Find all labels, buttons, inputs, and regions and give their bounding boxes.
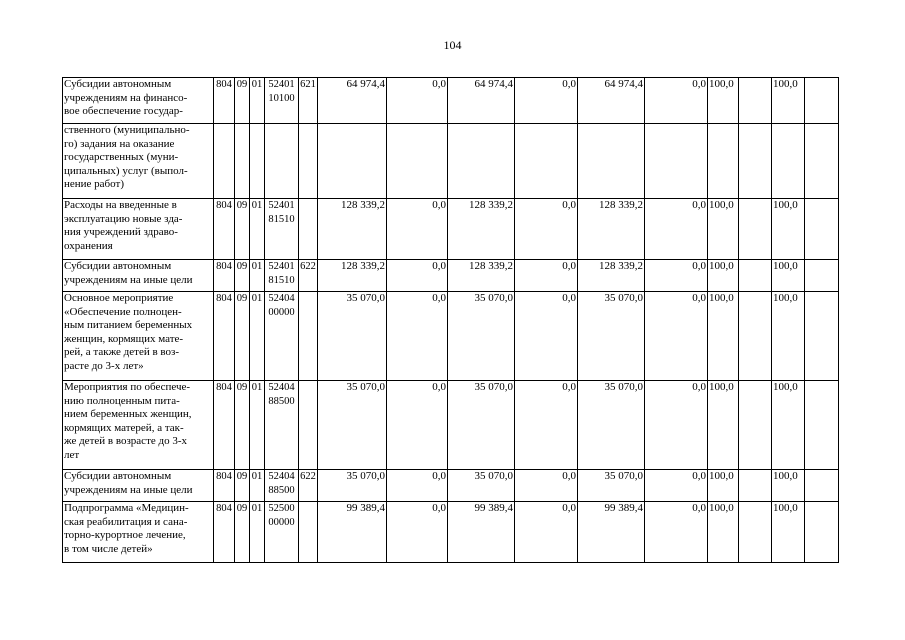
table-row <box>63 260 839 292</box>
text-line: вое обеспечение государ- <box>64 105 183 118</box>
expense-kind-code <box>299 381 318 470</box>
amount-federal: 0,0 <box>515 260 578 292</box>
text-line: кормящих матерей, а так- <box>64 421 184 434</box>
amount-executed-federal: 0,0 <box>645 292 708 381</box>
percent-executed-total: 100,0 <box>772 260 805 292</box>
section-code: 09 <box>235 292 250 381</box>
amount-total: 35 070,0 <box>448 470 515 502</box>
amount-federal: 0,0 <box>515 502 578 563</box>
target-code <box>265 470 299 502</box>
table-row <box>63 470 839 502</box>
text-line: государственных (муни- <box>64 151 179 164</box>
amount-federal <box>515 124 578 199</box>
empty-cell <box>739 199 772 260</box>
text-line: ципальных) услуг (выпол- <box>64 164 188 177</box>
amount-executed: 128 339,2 <box>578 199 645 260</box>
empty-cell <box>805 470 839 502</box>
target-code <box>265 292 299 381</box>
subsection-code: 01 <box>250 470 265 502</box>
amount-executed: 35 070,0 <box>578 381 645 470</box>
admin-code: 804 <box>214 78 235 124</box>
amount-plan: 99 389,4 <box>318 502 387 563</box>
admin-code: 804 <box>214 470 235 502</box>
amount-total: 128 339,2 <box>448 260 515 292</box>
percent-executed: 100,0 <box>708 78 739 124</box>
table-row <box>63 381 839 470</box>
text-line: учреждениям на иные цели <box>64 483 193 496</box>
text-line: Субсидии автономным <box>64 78 172 90</box>
text-line: 52404 <box>268 293 295 304</box>
text-line: нием беременных женщин, <box>64 408 192 421</box>
amount-plan: 128 339,2 <box>318 199 387 260</box>
amount-executed: 35 070,0 <box>578 292 645 381</box>
percent-executed-total: 100,0 <box>772 292 805 381</box>
text-line: 88500 <box>268 395 295 407</box>
target-code <box>265 199 299 260</box>
empty-cell <box>739 78 772 124</box>
text-line: 10100 <box>268 92 295 104</box>
amount-plan: 128 339,2 <box>318 260 387 292</box>
section-code <box>235 124 250 199</box>
section-code: 09 <box>235 381 250 470</box>
table-row <box>63 124 839 199</box>
empty-cell <box>739 260 772 292</box>
percent-executed-total: 100,0 <box>772 502 805 563</box>
text-line: 81510 <box>268 213 295 225</box>
percent-executed: 100,0 <box>708 292 739 381</box>
subsection-code: 01 <box>250 199 265 260</box>
expense-kind-code <box>299 199 318 260</box>
target-code <box>265 124 299 199</box>
amount-change: 0,0 <box>387 470 448 502</box>
amount-total <box>448 124 515 199</box>
amount-executed-federal: 0,0 <box>645 78 708 124</box>
expense-kind-code <box>299 292 318 381</box>
amount-plan: 35 070,0 <box>318 381 387 470</box>
amount-total: 64 974,4 <box>448 78 515 124</box>
text-line: в том числе детей» <box>64 542 153 555</box>
section-code: 09 <box>235 199 250 260</box>
amount-federal: 0,0 <box>515 470 578 502</box>
target-code <box>265 260 299 292</box>
text-line: 52401 <box>268 79 295 90</box>
amount-executed: 99 389,4 <box>578 502 645 563</box>
row-description <box>63 124 214 199</box>
empty-cell <box>739 292 772 381</box>
amount-federal: 0,0 <box>515 199 578 260</box>
table-row <box>63 292 839 381</box>
text-line: эксплуатацию новые зда- <box>64 212 183 225</box>
subsection-code: 01 <box>250 502 265 563</box>
table-row <box>63 502 839 563</box>
amount-plan: 64 974,4 <box>318 78 387 124</box>
amount-change: 0,0 <box>387 199 448 260</box>
empty-cell <box>739 381 772 470</box>
subsection-code: 01 <box>250 292 265 381</box>
text-line: ным питанием беременных <box>64 319 193 332</box>
amount-total: 35 070,0 <box>448 381 515 470</box>
text-line: лет <box>64 448 80 461</box>
expense-kind-code <box>299 124 318 199</box>
section-code: 09 <box>235 78 250 124</box>
amount-change: 0,0 <box>387 292 448 381</box>
amount-federal: 0,0 <box>515 381 578 470</box>
amount-plan: 35 070,0 <box>318 470 387 502</box>
percent-executed <box>708 124 739 199</box>
expense-kind-code: 622 <box>299 260 318 292</box>
row-description <box>63 470 214 502</box>
expense-kind-code <box>299 502 318 563</box>
amount-executed: 128 339,2 <box>578 260 645 292</box>
subsection-code <box>250 124 265 199</box>
text-line: ская реабилитация и сана- <box>64 515 188 528</box>
percent-executed: 100,0 <box>708 381 739 470</box>
empty-cell <box>739 470 772 502</box>
text-line: 00000 <box>268 306 295 318</box>
text-line: 81510 <box>268 274 295 286</box>
text-line: учреждениям на иные цели <box>64 273 193 286</box>
admin-code: 804 <box>214 199 235 260</box>
amount-executed-federal: 0,0 <box>645 470 708 502</box>
text-line: торно-курортное лечение, <box>64 529 186 542</box>
amount-change: 0,0 <box>387 260 448 292</box>
text-line: нение работ) <box>64 178 124 191</box>
subsection-code: 01 <box>250 78 265 124</box>
amount-federal: 0,0 <box>515 292 578 381</box>
text-line: Мероприятия по обеспече- <box>64 381 191 393</box>
empty-cell <box>805 199 839 260</box>
amount-total: 35 070,0 <box>448 292 515 381</box>
amount-federal: 0,0 <box>515 78 578 124</box>
admin-code: 804 <box>214 292 235 381</box>
percent-executed: 100,0 <box>708 260 739 292</box>
text-line: ния учреждений здраво- <box>64 226 178 239</box>
expense-kind-code: 622 <box>299 470 318 502</box>
subsection-code: 01 <box>250 260 265 292</box>
empty-cell <box>805 260 839 292</box>
text-line: охранения <box>64 239 113 252</box>
text-line: го) задания на оказание <box>64 137 175 150</box>
amount-change: 0,0 <box>387 502 448 563</box>
text-line: женщин, кормящих мате- <box>64 332 184 345</box>
row-description <box>63 502 214 563</box>
target-code <box>265 381 299 470</box>
amount-change: 0,0 <box>387 78 448 124</box>
expense-kind-code: 621 <box>299 78 318 124</box>
empty-cell <box>805 502 839 563</box>
row-description <box>63 78 214 124</box>
text-line: 88500 <box>268 484 295 496</box>
empty-cell <box>805 292 839 381</box>
amount-executed-federal: 0,0 <box>645 381 708 470</box>
section-code: 09 <box>235 502 250 563</box>
percent-executed-total: 100,0 <box>772 78 805 124</box>
amount-executed-federal: 0,0 <box>645 502 708 563</box>
empty-cell <box>805 78 839 124</box>
text-line: 52404 <box>268 471 295 482</box>
empty-cell <box>739 502 772 563</box>
page-number: 104 <box>443 38 462 52</box>
text-line: Подпрограмма «Медицин- <box>64 502 189 514</box>
table-row <box>63 78 839 124</box>
amount-executed: 64 974,4 <box>578 78 645 124</box>
text-line: Расходы на введенные в <box>64 199 177 211</box>
row-description <box>63 292 214 381</box>
section-code: 09 <box>235 260 250 292</box>
text-line: расте до 3-х лет» <box>64 359 144 372</box>
percent-executed: 100,0 <box>708 199 739 260</box>
percent-executed-total <box>772 124 805 199</box>
admin-code: 804 <box>214 260 235 292</box>
amount-executed-federal: 0,0 <box>645 199 708 260</box>
text-line: ственного (муниципально- <box>64 124 190 136</box>
amount-total: 99 389,4 <box>448 502 515 563</box>
percent-executed-total: 100,0 <box>772 199 805 260</box>
subsection-code: 01 <box>250 381 265 470</box>
percent-executed-total: 100,0 <box>772 470 805 502</box>
amount-total: 128 339,2 <box>448 199 515 260</box>
text-line: рей, а также детей в воз- <box>64 346 180 359</box>
target-code <box>265 502 299 563</box>
row-description <box>63 199 214 260</box>
amount-executed-federal: 0,0 <box>645 260 708 292</box>
text-line: же детей в возрасте до 3-х <box>64 435 188 448</box>
empty-cell <box>805 381 839 470</box>
admin-code <box>214 124 235 199</box>
amount-plan <box>318 124 387 199</box>
text-line: «Обеспечение полноцен- <box>64 305 182 318</box>
text-line: Основное мероприятие <box>64 292 174 304</box>
section-code: 09 <box>235 470 250 502</box>
amount-executed-federal <box>645 124 708 199</box>
percent-executed: 100,0 <box>708 502 739 563</box>
amount-executed <box>578 124 645 199</box>
text-line: 52401 <box>268 200 295 211</box>
text-line: 00000 <box>268 516 295 528</box>
empty-cell <box>739 124 772 199</box>
percent-executed-total: 100,0 <box>772 381 805 470</box>
row-description <box>63 260 214 292</box>
text-line: 52404 <box>268 382 295 393</box>
budget-table <box>62 77 839 563</box>
empty-cell <box>805 124 839 199</box>
text-line: Субсидии автономным <box>64 470 172 482</box>
row-description <box>63 381 214 470</box>
admin-code: 804 <box>214 502 235 563</box>
text-line: 52401 <box>268 261 295 272</box>
percent-executed: 100,0 <box>708 470 739 502</box>
text-line: 52500 <box>268 503 295 514</box>
amount-executed: 35 070,0 <box>578 470 645 502</box>
table-row <box>63 199 839 260</box>
amount-change <box>387 124 448 199</box>
amount-change: 0,0 <box>387 381 448 470</box>
target-code <box>265 78 299 124</box>
text-line: учреждениям на финансо- <box>64 91 188 104</box>
amount-plan: 35 070,0 <box>318 292 387 381</box>
admin-code: 804 <box>214 381 235 470</box>
text-line: Субсидии автономным <box>64 260 172 272</box>
text-line: нию полноценным пита- <box>64 394 180 407</box>
